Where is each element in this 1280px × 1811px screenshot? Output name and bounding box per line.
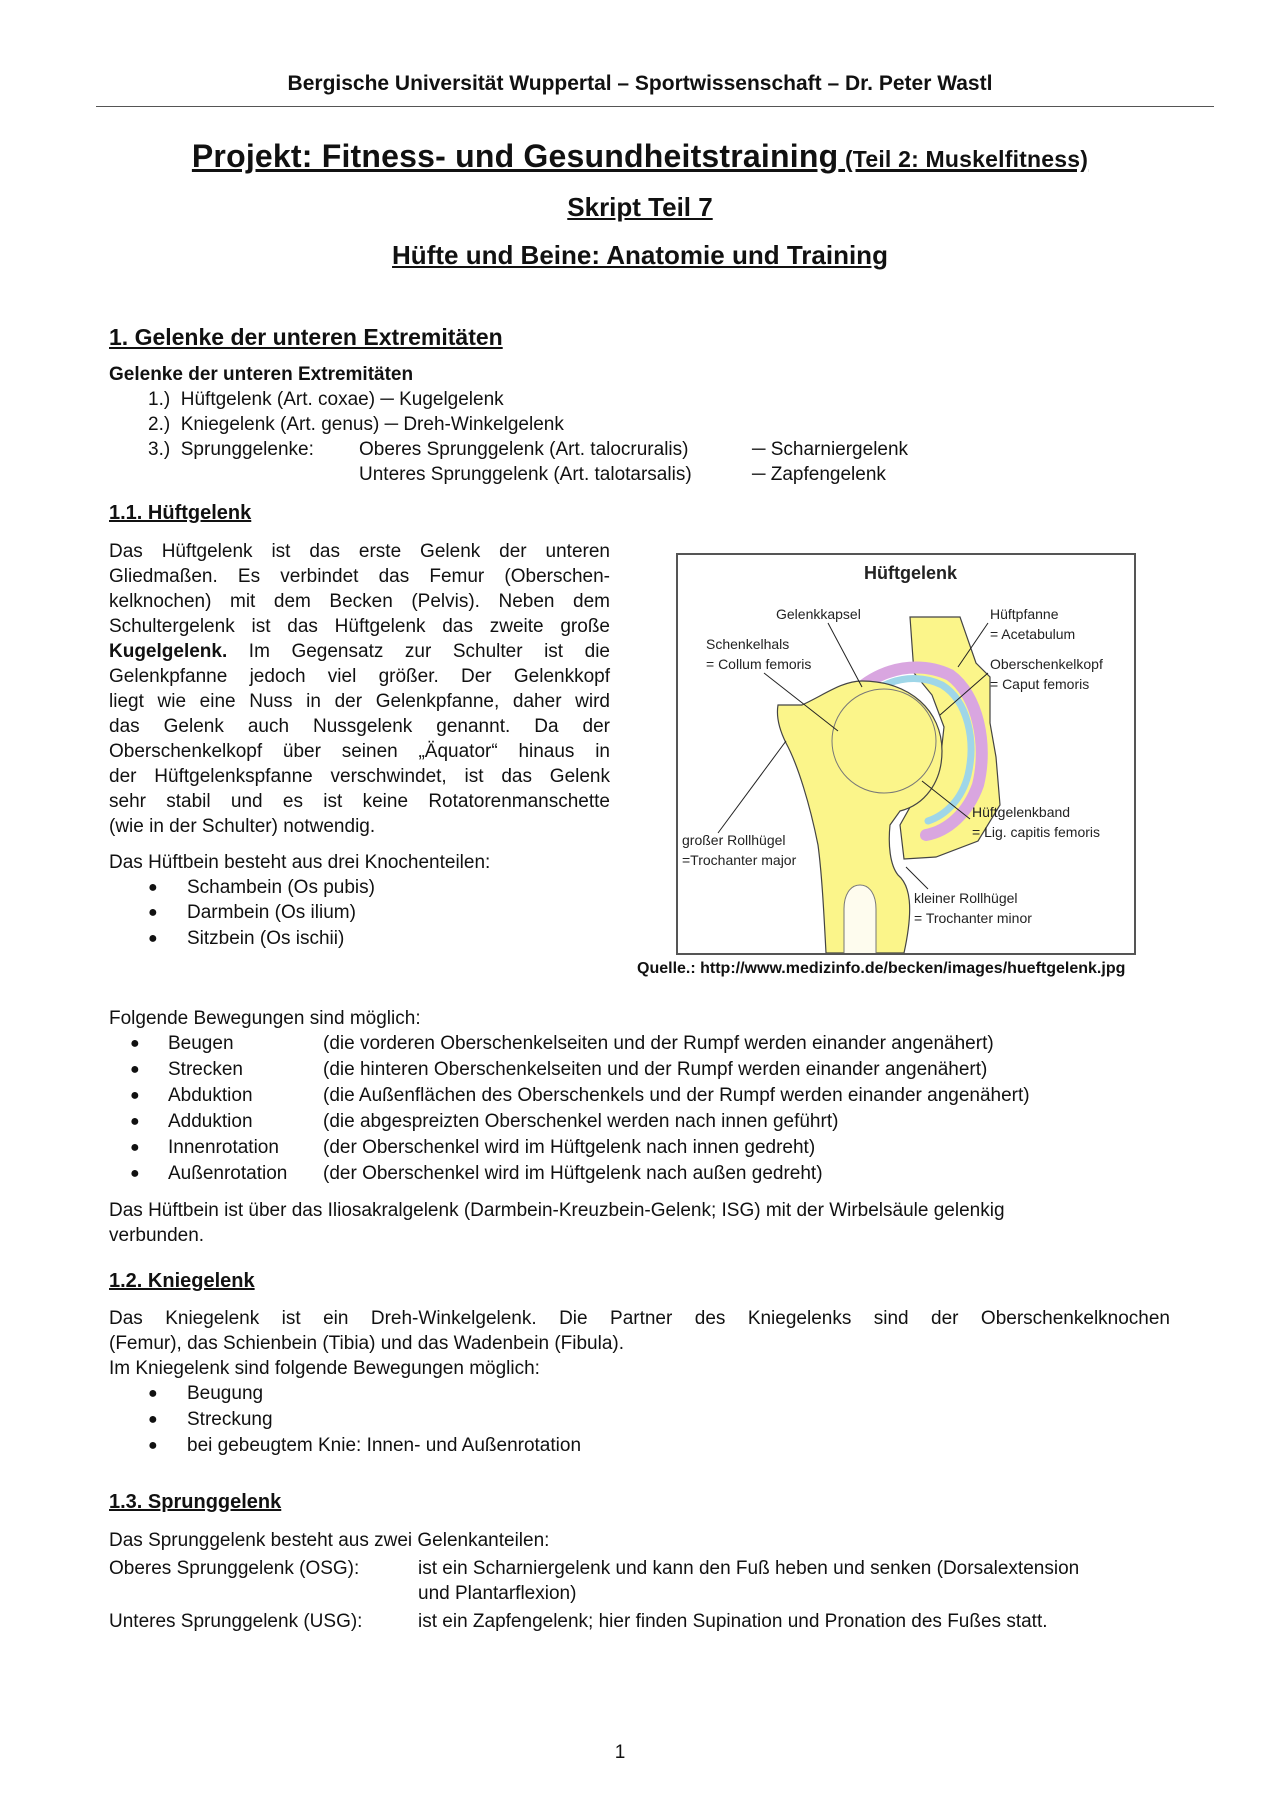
bullet-icon: ●: [130, 1035, 140, 1052]
label-neck-1: Schenkelhals: [706, 636, 790, 652]
hip-paragraph: Das Hüftgelenk ist das erste Gelenk der unteren Gliedmaßen. Es verbindet das Femur (Oberschen- kelknochen) mit dem Becken (Pelvis). Neben dem Schultergelenk ist das Hüftgelenk das zweite große Kugelgelenk. Im Gegensatz zur Schulter ist die Gelenkpfanne jedoch viel größer. Der Gelenkkopf liegt wie eine Nuss in der Gelenkpfanne, daher wird das Gelenk auch Nussgelenk genannt. Da der Oberschenkelkopf über seinen „Äquator“ hinaus in der Hüftgelenkspfanne verschwindet, ist das Gelenk sehr stabil und es ist keine Rotatorenmanschette (wie in der Schulter) notwendig.: [109, 541, 610, 837]
list-item: Streckung: [187, 1409, 273, 1430]
joint-list-item: 3.) Sprunggelenke:: [148, 439, 314, 460]
bullet-icon: ●: [130, 1113, 140, 1130]
movement-desc: (die hinteren Oberschenkelseiten und der Rumpf werden einander angenähert): [323, 1059, 988, 1080]
bullet-icon: ●: [148, 1411, 158, 1428]
list-item: Beugung: [187, 1383, 264, 1404]
label-major-1: großer Rollhügel: [682, 832, 786, 848]
knee-line-1: Das Kniegelenk ist ein Dreh-Winkelgelenk. Die Partner des Kniegelenks sind der Oberschenkelknochen: [109, 1308, 1170, 1329]
movement-desc: (der Oberschenkel wird im Hüftgelenk nach innen gedreht): [323, 1137, 816, 1158]
isg-line-2: verbunden.: [109, 1225, 205, 1246]
movement-name: Abduktion: [168, 1085, 253, 1106]
movement-name: Innenrotation: [168, 1137, 279, 1158]
label-capsule: Gelenkkapsel: [776, 606, 861, 622]
bullet-icon: ●: [148, 879, 158, 896]
leader-major: [718, 741, 786, 833]
knee-line-2: (Femur), das Schienbein (Tibia) und das Wadenbein (Fibula).: [109, 1333, 624, 1354]
femoral-head: [832, 689, 936, 793]
bullet-icon: ●: [130, 1061, 140, 1078]
isg-line-1: Das Hüftbein ist über das Iliosakralgelenk (Darmbein-Kreuzbein-Gelenk; ISG) mit der Wirbelsäule gelenkig: [109, 1200, 1005, 1221]
figure-title: Hüftgelenk: [864, 563, 958, 583]
movement-desc: (die Außenflächen des Oberschenkels und der Rumpf werden einander angenähert): [323, 1085, 1030, 1106]
topic-title: Hüfte und Beine: Anatomie und Training: [392, 240, 888, 270]
label-socket-2: = Acetabulum: [990, 626, 1076, 642]
bullet-icon: ●: [148, 904, 158, 921]
label-minor-2: = Trochanter minor: [914, 910, 1032, 926]
label-lig-2: = Lig. capitis femoris: [972, 824, 1100, 840]
hip-bones-intro: Das Hüftbein besteht aus drei Knochenteilen:: [109, 852, 491, 873]
label-lig-1: Hüftgelenkband: [972, 804, 1071, 820]
hip-joint-figure: [676, 553, 1136, 955]
leader-minor: [906, 867, 928, 889]
label-socket-1: Hüftpfanne: [990, 606, 1059, 622]
movement-name: Außenrotation: [168, 1163, 288, 1184]
ankle-row-upper-name: Oberes Sprunggelenk (Art. talocruralis): [359, 439, 689, 460]
bullet-icon: ●: [148, 930, 158, 947]
ankle-row-lower-name: Unteres Sprunggelenk (Art. talotarsalis): [359, 464, 692, 485]
section-heading-knee: 1.2. Kniegelenk: [109, 1270, 255, 1292]
joint-list-item: 1.) Hüftgelenk (Art. coxae) ─ Kugelgelenk: [148, 389, 504, 410]
label-head-1: Oberschenkelkopf: [990, 656, 1103, 672]
ankle-row-upper-type: ─ Scharniergelenk: [752, 439, 909, 460]
joints-subheading: Gelenke der unteren Extremitäten: [109, 364, 414, 385]
document-header: Bergische Universität Wuppertal – Sportwissenschaft – Dr. Peter Wastl: [287, 72, 993, 95]
label-minor-1: kleiner Rollhügel: [914, 890, 1018, 906]
movement-desc: (die abgespreizten Oberschenkel werden nach innen geführt): [323, 1111, 839, 1132]
marrow-cavity: [844, 885, 876, 953]
project-title: [0, 138, 1280, 175]
bullet-icon: ●: [130, 1139, 140, 1156]
label-head-2: = Caput femoris: [990, 676, 1090, 692]
osg-label: Oberes Sprunggelenk (OSG):: [109, 1558, 360, 1579]
bullet-icon: ●: [130, 1165, 140, 1182]
movement-name: Strecken: [168, 1059, 243, 1080]
ankle-intro: Das Sprunggelenk besteht aus zwei Gelenkanteilen:: [109, 1530, 550, 1551]
leader-capsule: [828, 623, 862, 687]
section-heading-ankle: 1.3. Sprunggelenk: [109, 1491, 282, 1513]
bullet-icon: ●: [130, 1087, 140, 1104]
header-rule: [96, 106, 1214, 107]
movement-name: Beugen: [168, 1033, 234, 1054]
usg-label: Unteres Sprunggelenk (USG):: [109, 1611, 363, 1632]
joint-list-item: 2.) Kniegelenk (Art. genus) ─ Dreh-Winkelgelenk: [148, 414, 564, 435]
osg-text-1: ist ein Scharniergelenk und kann den Fuß heben und senken (Dorsalextension: [418, 1558, 1080, 1579]
bullet-icon: ●: [148, 1437, 158, 1454]
project-title-main: Projekt: Fitness- und Gesundheitstraining: [191, 138, 839, 174]
label-major-2: =Trochanter major: [682, 852, 797, 868]
bullet-icon: ●: [148, 1385, 158, 1402]
movement-desc: (die vorderen Oberschenkelseiten und der Rumpf werden einander angenähert): [323, 1033, 994, 1054]
list-item: Darmbein (Os ilium): [187, 902, 356, 923]
list-item: bei gebeugtem Knie: Innen- und Außenrotation: [187, 1435, 582, 1456]
list-item: Sitzbein (Os ischii): [187, 928, 345, 949]
section-heading-hip: 1.1. Hüftgelenk: [109, 502, 252, 524]
section-heading-joints: 1. Gelenke der unteren Extremitäten: [109, 324, 503, 350]
movement-name: Adduktion: [168, 1111, 253, 1132]
ankle-row-lower-type: ─ Zapfengelenk: [752, 464, 886, 485]
project-title-sub: (Teil 2: Muskelfitness): [838, 146, 1089, 172]
knee-line-3: Im Kniegelenk sind folgende Bewegungen möglich:: [109, 1358, 540, 1379]
list-item: Schambein (Os pubis): [187, 877, 375, 898]
movement-desc: (der Oberschenkel wird im Hüftgelenk nach außen gedreht): [323, 1163, 823, 1184]
script-title: Skript Teil 7: [567, 192, 713, 222]
hip-joint-diagram: [678, 555, 1134, 953]
figure-source: Quelle.: http://www.medizinfo.de/becken/images/hueftgelenk.jpg: [637, 960, 1126, 977]
movements-intro: Folgende Bewegungen sind möglich:: [109, 1008, 421, 1029]
page-number: 1: [614, 1742, 626, 1763]
usg-text: ist ein Zapfengelenk; hier finden Supination und Pronation des Fußes statt.: [418, 1611, 1048, 1632]
osg-text-2: und Plantarflexion): [418, 1583, 577, 1604]
label-neck-2: = Collum femoris: [706, 656, 812, 672]
